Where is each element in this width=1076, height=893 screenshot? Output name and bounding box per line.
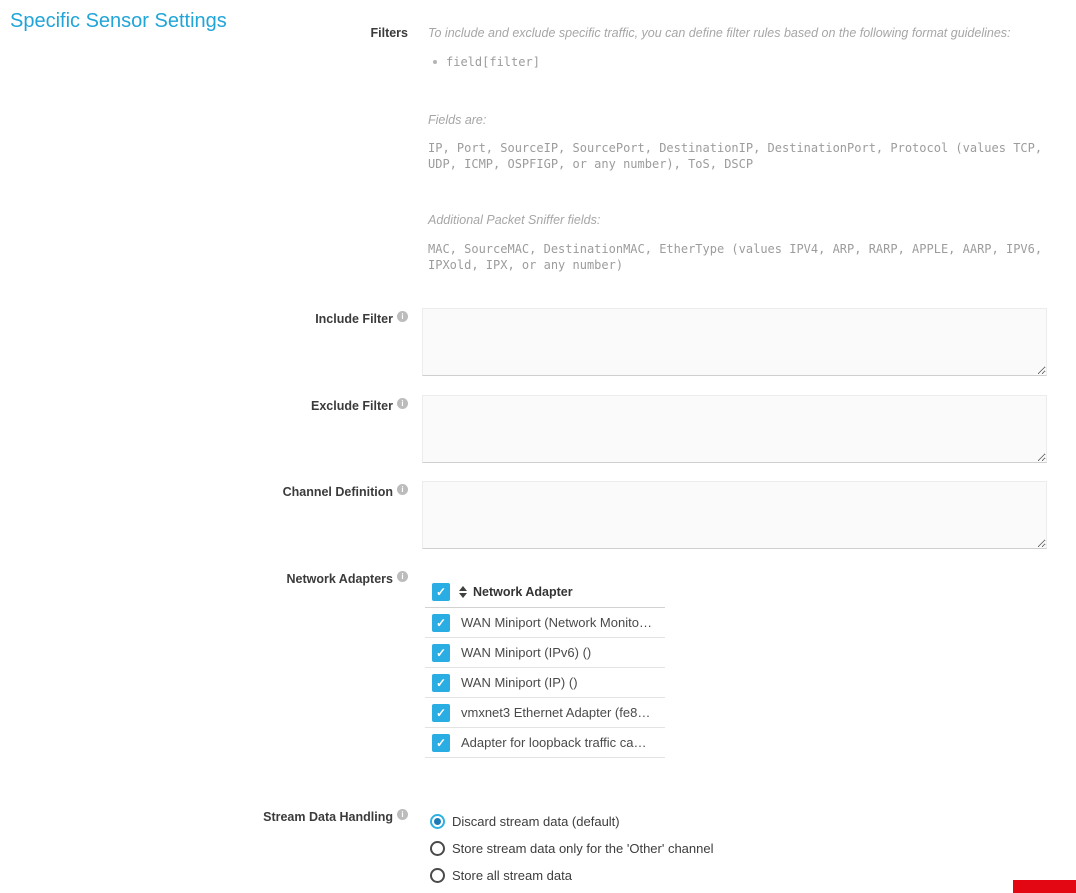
exclude-filter-label [311,398,408,413]
adapter-checkbox[interactable]: ✓ [432,644,450,662]
filters-label [370,26,408,40]
sort-desc-icon [459,593,467,598]
radio-option-store-all[interactable] [430,862,714,889]
sniffer-fields-list: MAC, SourceMAC, DestinationMAC, EtherType (values IPV4, ARP, RARP, APPLE, AARP, IPV6, IPXold, IPX, or any number) [428,242,1043,272]
radio-option-discard-stream-data[interactable] [430,808,714,835]
info-icon[interactable]: i [397,809,408,820]
adapter-checkbox[interactable]: ✓ [432,674,450,692]
channel-definition-label-text: Channel Definition [282,485,393,499]
network-adapter-column-header: Network Adapter [473,585,573,599]
channel-definition-input[interactable] [422,481,1047,549]
network-adapters-label-text: Network Adapters [286,572,393,586]
sort-asc-icon [459,586,467,591]
stream-data-handling-group [430,808,714,889]
table-row [425,728,665,758]
select-all-checkbox[interactable]: ✓ [432,583,450,601]
table-row [425,668,665,698]
adapter-checkbox[interactable]: ✓ [432,614,450,632]
fields-list: IP, Port, SourceIP, SourcePort, DestinationIP, DestinationPort, Protocol (values TCP, UDP, ICMP, OSPFIGP, or any number), ToS, DSCP [428,141,1043,171]
radio-selected-icon[interactable] [430,814,445,829]
include-filter-label-text: Include Filter [315,312,393,326]
bullet-dot [433,60,437,64]
radio-unselected-icon[interactable] [430,841,445,856]
table-row [425,698,665,728]
adapter-name: WAN Miniport (IP) () [461,675,578,690]
table-row [425,608,665,638]
radio-label: Store stream data only for the 'Other' channel [452,841,714,856]
sniffer-fields-intro: Additional Packet Sniffer fields: [428,213,601,227]
radio-label: Store all stream data [452,868,572,883]
info-icon[interactable]: i [397,311,408,322]
adapter-name: WAN Miniport (Network Monito… [461,615,652,630]
radio-label: Discard stream data (default) [452,814,620,829]
info-icon[interactable]: i [397,484,408,495]
filters-description: To include and exclude specific traffic, you can define filter rules based on the following format guidelines: [428,26,1011,40]
exclude-filter-input[interactable] [422,395,1047,463]
network-adapter-table-header [425,577,665,608]
sort-icon[interactable] [459,586,467,598]
adapter-checkbox[interactable]: ✓ [432,704,450,722]
include-filter-input[interactable] [422,308,1047,376]
exclude-filter-label-text: Exclude Filter [311,399,393,413]
radio-option-store-other-channel[interactable] [430,835,714,862]
info-icon[interactable]: i [397,398,408,409]
stream-data-handling-label-text: Stream Data Handling [263,810,393,824]
adapter-name: WAN Miniport (IPv6) () [461,645,592,660]
info-icon[interactable]: i [397,571,408,582]
table-row [425,638,665,668]
adapter-checkbox[interactable]: ✓ [432,734,450,752]
channel-definition-label [283,484,408,499]
filter-format-bullet [433,55,540,69]
stream-data-handling-label [263,809,408,824]
adapter-name: Adapter for loopback traffic ca… [461,735,647,750]
network-adapter-table [425,577,665,758]
fields-intro: Fields are: [428,113,487,127]
network-adapters-label [286,571,408,586]
adapter-name: vmxnet3 Ethernet Adapter (fe8… [461,705,651,720]
page-title: Specific Sensor Settings [10,10,227,32]
filters-label-text: Filters [370,26,408,40]
radio-unselected-icon[interactable] [430,868,445,883]
filter-format-text: field[filter] [446,55,540,69]
include-filter-label [315,311,408,326]
save-button[interactable] [1013,880,1076,893]
